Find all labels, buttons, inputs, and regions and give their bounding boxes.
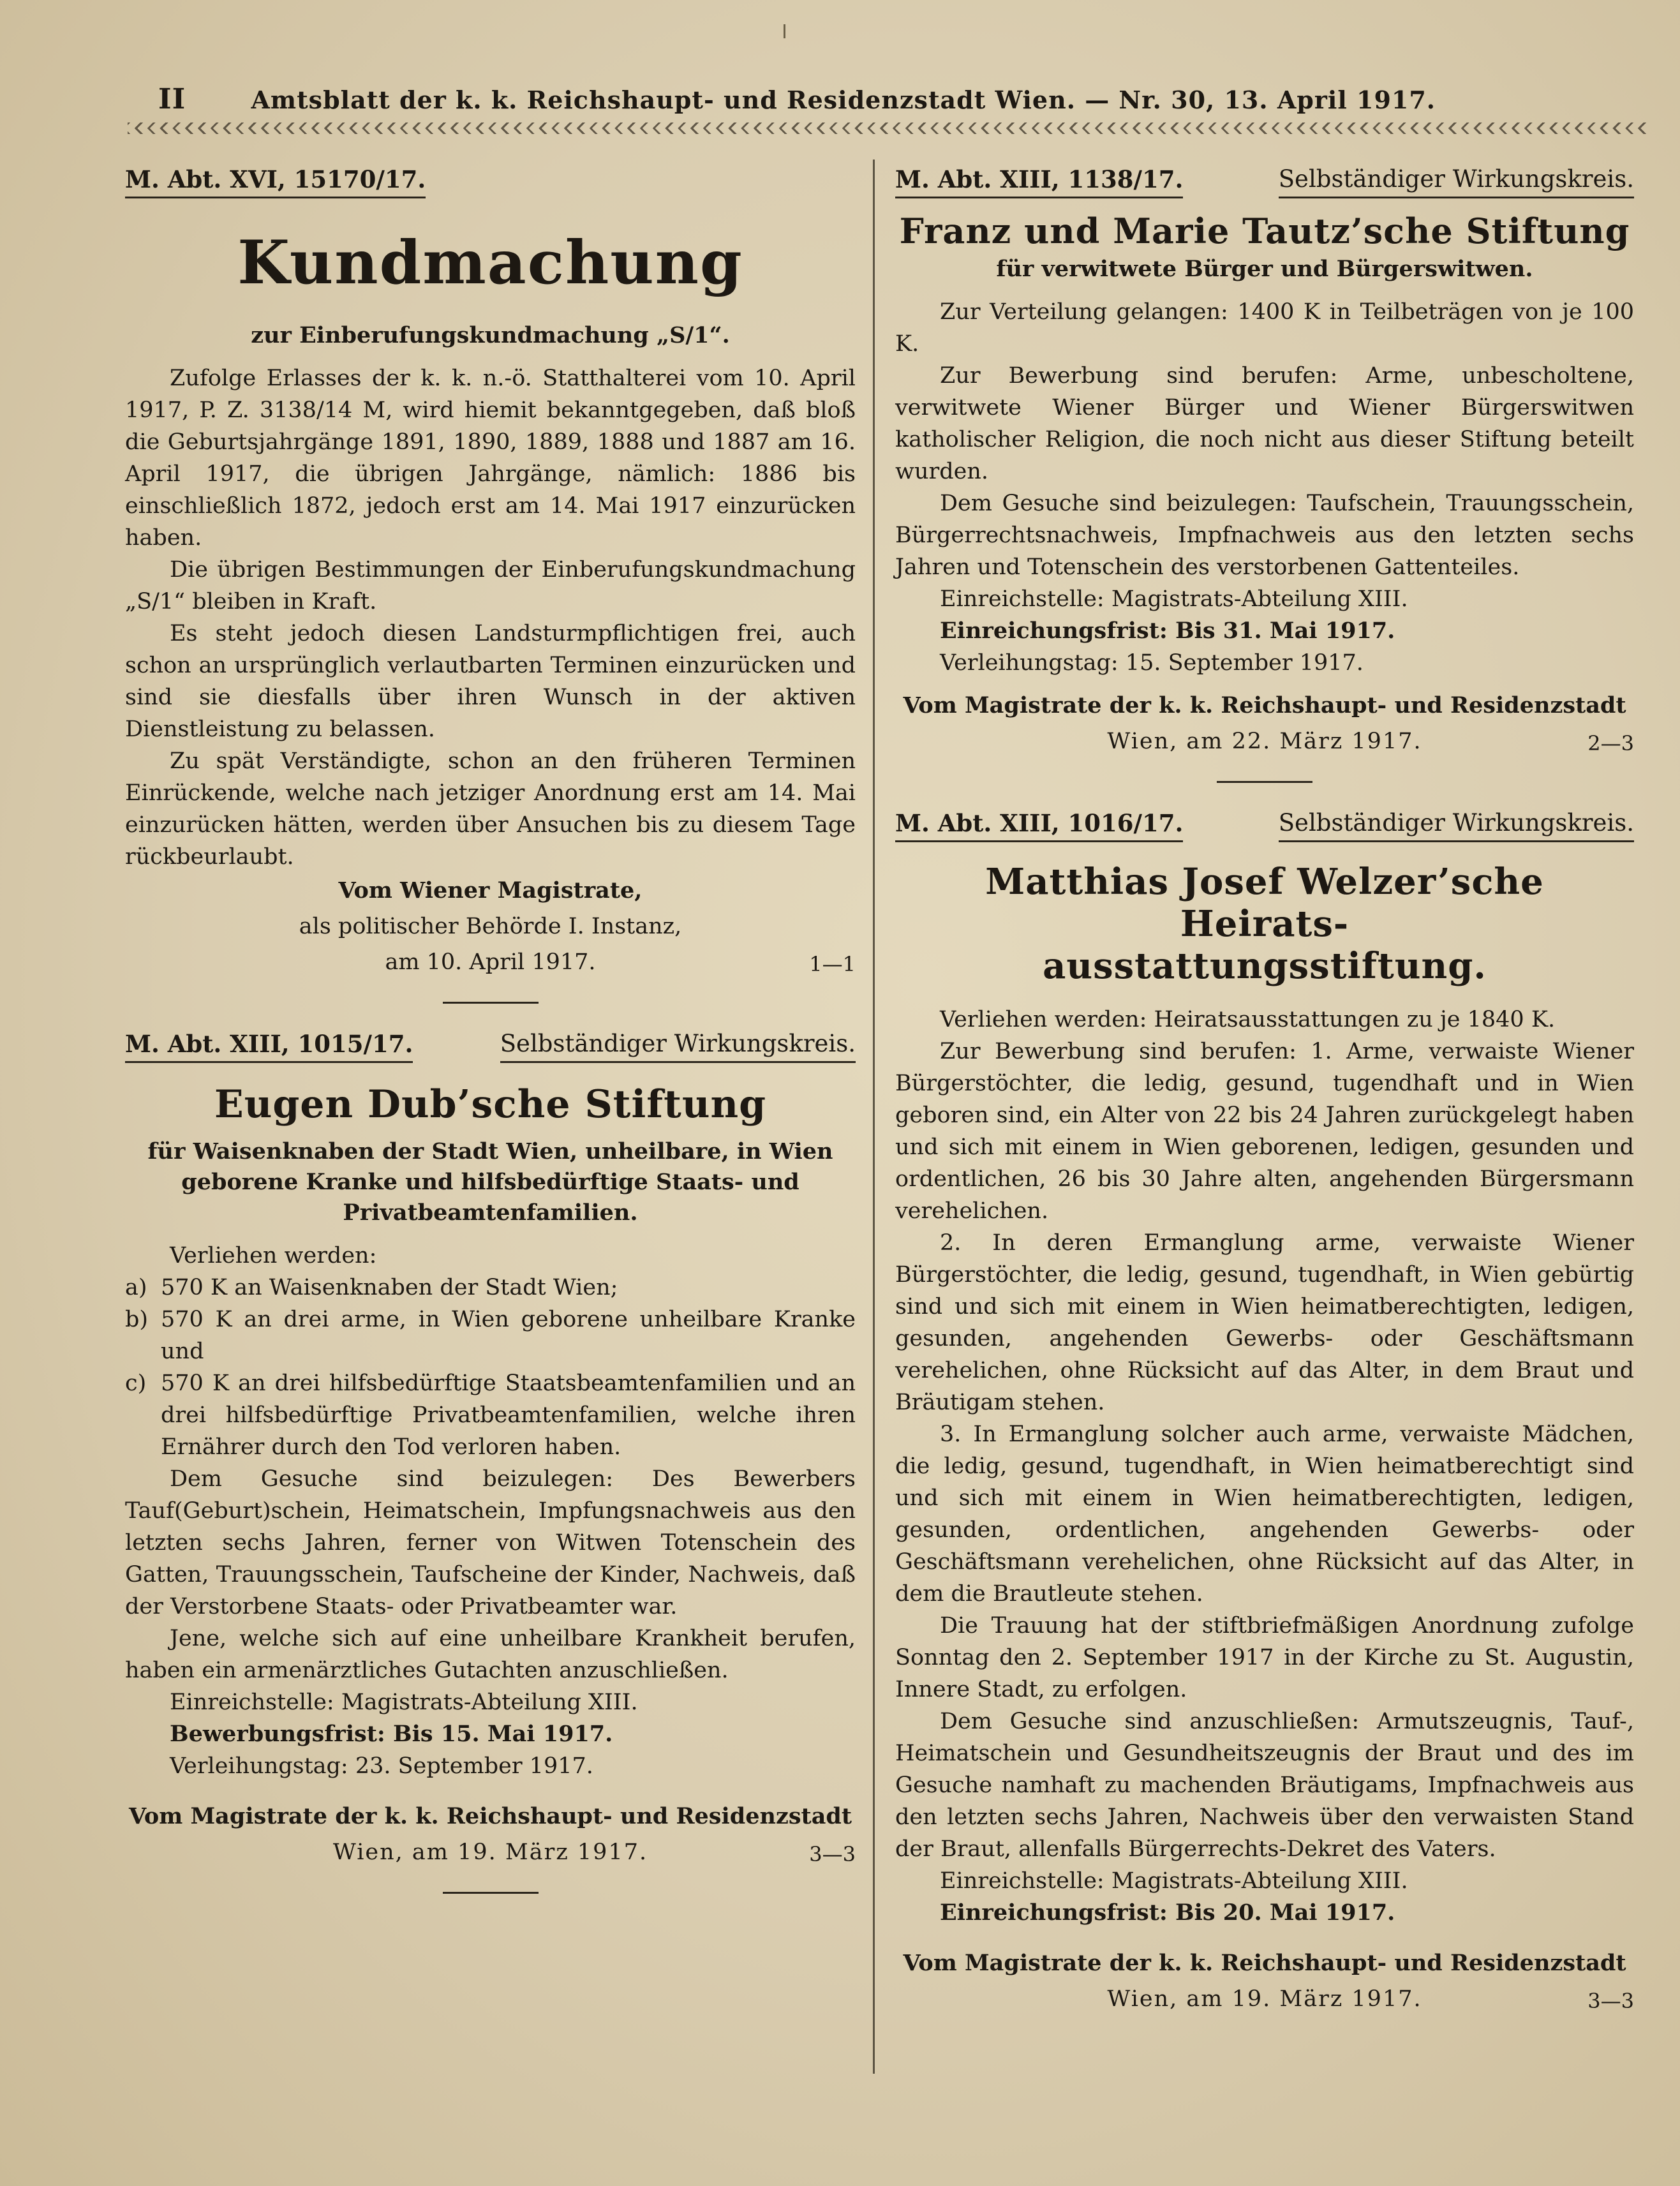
submission-office: Einreichstelle: Magistrats-Abteilung XIII.	[940, 1868, 1408, 1894]
column-divider	[873, 160, 875, 2074]
list-text: 570 K an drei hilfsbedürftige Staatsbeamtenfamilien und an drei hilfsbedürftige Privatbeamtenfamilien, welche ihren Ernährer durch den Tod verloren haben.	[161, 1371, 856, 1460]
signature-line: Vom Magistrate der k. k. Reichshaupt- und Residenzstadt	[128, 1803, 852, 1829]
notice-subtitle: für Waisenknaben der Stadt Wien, unheilbare, in Wien geborene Kranke und hilfsbedürftige Staats- und Privatbeamtenfamilien.	[147, 1138, 833, 1226]
registration-tick	[784, 24, 785, 38]
signature-date-row	[125, 1834, 856, 1870]
signature-date-row	[895, 724, 1634, 759]
signature-date-row	[125, 944, 856, 980]
notice-kreis: Selbständiger Wirkungskreis.	[500, 1028, 856, 1063]
notice-reference: M. Abt. XVI, 15170/17.	[125, 163, 426, 198]
notice-kreis: Selbständiger Wirkungskreis.	[1279, 807, 1634, 842]
paragraph: Verliehen werden:	[170, 1243, 377, 1268]
deadline: Einreichungsfrist: Bis 31. Mai 1917.	[940, 618, 1395, 644]
paragraph: Dem Gesuche sind anzuschließen: Armutszeugnis, Tauf-, Heimatschein und Gesundheitszeugnis der Braut und des im Gesuche namhaft zu machenden Bräutigams, Impfnachweis aus den letzten sechs Jahren, Nachweis über den verwaisten Stand der Braut, allenfalls Bürgerrechts-Dekret des Vaters.	[895, 1709, 1634, 1862]
list-label: c)	[125, 1371, 147, 1396]
list-item	[125, 1304, 856, 1367]
paragraph: Es steht jedoch diesen Landsturmpflichtigen frei, auch schon an ursprünglich verlautbarten Terminen einzurücken und sind sie diesfalls über ihren Wunsch in der aktiven Dienstleistung zu belassen.	[125, 621, 856, 742]
notice-title: Eugen Dub’sche Stiftung	[214, 1082, 767, 1127]
separator-rule	[1217, 781, 1312, 783]
list-item	[125, 1272, 856, 1304]
list-label: a)	[125, 1275, 147, 1300]
notice-ref-row	[125, 161, 856, 200]
signature-date: Wien, am 22. März 1917.	[1107, 729, 1422, 754]
signature-line: Vom Magistrate der k. k. Reichshaupt- und Residenzstadt	[903, 1950, 1626, 1976]
notice-reference: M. Abt. XIII, 1015/17.	[125, 1028, 413, 1063]
notice-reference: M. Abt. XIII, 1138/17.	[895, 163, 1183, 198]
signature-date: Wien, am 19. März 1917.	[332, 1840, 648, 1865]
paragraph: 2. In deren Ermanglung arme, verwaiste Wiener Bürgerstöchter, die ledig, gesund, tugendhaft, in Wien gebürtig sind und sich mit einem in Wien heimatberechtigten, ledigen, gesunden, angehenden Gewerbs- oder Geschäftsmann verehelichen, ohne Rücksicht auf das Alter, in dem Braut und Bräutigam stehen.	[895, 1230, 1634, 1415]
page-number: II	[158, 83, 186, 115]
paragraph: Die übrigen Bestimmungen der Einberufungskundmachung „S/1“ bleiben in Kraft.	[125, 557, 856, 614]
paragraph: Dem Gesuche sind beizulegen: Des Bewerbers Tauf(Geburt)schein, Heimatschein, Impfungsnachweis aus den letzten sechs Jahren, ferner von Witwen Totenschein des Gatten, Trauungsschein, Taufscheine der Kinder, Nachweis, daß der Verstorbene Staats- oder Privatbeamter war.	[125, 1466, 856, 1619]
list-label: b)	[125, 1307, 149, 1332]
award-day: Verleihungstag: 15. September 1917.	[940, 650, 1364, 676]
signature-line: Vom Wiener Magistrate,	[338, 877, 643, 903]
notice-kreis: Selbständiger Wirkungskreis.	[1279, 163, 1634, 198]
paragraph: Zur Bewerbung sind berufen: 1. Arme, verwaiste Wiener Bürgerstöchter, die ledig, gesund, tugendhaft und in Wien geboren sind, ein Alter von 22 bis 24 Jahren zurückgelegt haben und sich mit einem in Wien geborenen, ledigen, gesunden und ordentlichen, 26 bis 30 Jahre alten, angehenden Bürgersmann verehelichen.	[895, 1039, 1634, 1224]
deadline: Einreichungsfrist: Bis 20. Mai 1917.	[940, 1900, 1395, 1926]
list-text: 570 K an Waisenknaben der Stadt Wien;	[161, 1275, 618, 1300]
notice-subtitle: zur Einberufungskundmachung „S/1“.	[251, 322, 730, 348]
list-item	[125, 1367, 856, 1463]
signature-date: Wien, am 19. März 1917.	[1107, 1986, 1422, 2012]
paragraph: Jene, welche sich auf eine unheilbare Krankheit berufen, haben ein armenärztliches Gutachten anzuschließen.	[125, 1626, 856, 1683]
notice-ref-row	[125, 1025, 856, 1065]
submission-office: Einreichstelle: Magistrats-Abteilung XIII.	[170, 1690, 638, 1715]
notice-subtitle: für verwitwete Bürger und Bürgerswitwen.	[996, 256, 1533, 282]
award-day: Verleihungstag: 23. September 1917.	[170, 1753, 593, 1779]
notice-welzer-stiftung	[895, 805, 1634, 2017]
submission-office: Einreichstelle: Magistrats-Abteilung XIII.	[940, 586, 1408, 612]
notice-tautz-stiftung	[895, 161, 1634, 759]
notice-title: Kundmachung	[237, 228, 743, 298]
header-wavy-rule	[128, 123, 1646, 134]
signature-line: Vom Magistrate der k. k. Reichshaupt- und Residenzstadt	[903, 692, 1626, 718]
paragraph: Zu spät Verständigte, schon an den früheren Terminen Einrückende, welche nach jetziger Anordnung erst am 14. Mai einzurücken hätten, werden über Ansuchen bis zu diesem Tage rückbeurlaubt.	[125, 748, 856, 870]
notice-kundmachung	[125, 161, 856, 980]
notice-title: Franz und Marie Tautz’sche Stiftung	[899, 211, 1630, 251]
deadline: Bewerbungsfrist: Bis 15. Mai 1917.	[170, 1721, 613, 1747]
left-column	[125, 161, 856, 1915]
insertion-number: 2—3	[1587, 731, 1634, 755]
notice-dub-stiftung	[125, 1025, 856, 1870]
insertion-number: 3—3	[1587, 1989, 1634, 2013]
paragraph: Dem Gesuche sind beizulegen: Taufschein, Trauungsschein, Bürgerrechtsnachweis, Impfnachweis aus den letzten sechs Jahren und Totenschein des verstorbenen Gattenteiles.	[895, 491, 1634, 580]
insertion-number: 3—3	[809, 1842, 856, 1866]
paragraph: Zufolge Erlasses der k. k. n.-ö. Statthalterei vom 10. April 1917, P. Z. 3138/14 M, wird hiemit bekanntgegeben, daß bloß die Geburtsjahrgänge 1891, 1890, 1889, 1888 und 1887 am 16. April 1917, die übrigen Jahrgänge, nämlich: 1886 bis einschließlich 1872, jedoch erst am 14. Mai 1917 einzurücken haben.	[125, 366, 856, 551]
signature-date: am 10. April 1917.	[385, 949, 596, 975]
paragraph: Zur Verteilung gelangen: 1400 K in Teilbeträgen von je 100 K.	[895, 299, 1634, 357]
separator-rule	[443, 1892, 539, 1894]
running-title: Amtsblatt der k. k. Reichshaupt- und Residenzstadt Wien. — Nr. 30, 13. April 1917.	[251, 86, 1436, 114]
signature-date-row	[895, 1981, 1634, 2017]
notice-reference: M. Abt. XIII, 1016/17.	[895, 807, 1183, 842]
signature-line: als politischer Behörde I. Instanz,	[299, 914, 682, 939]
paragraph: Verliehen werden: Heiratsausstattungen zu je 1840 K.	[940, 1007, 1556, 1032]
notice-title-continued: ausstattungsstiftung.	[1043, 945, 1487, 987]
paragraph: Zur Bewerbung sind berufen: Arme, unbescholtene, verwitwete Wiener Bürger und Wiener Bürgerswitwen katholischer Religion, die noch nicht aus dieser Stiftung beteilt wurden.	[895, 363, 1634, 484]
paragraph: Die Trauung hat der stiftbriefmäßigen Anordnung zufolge Sonntag den 2. September 1917 in der Kirche zu St. Augustin, Innere Stadt, zu erfolgen.	[895, 1613, 1634, 1702]
paragraph: 3. In Ermanglung solcher auch arme, verwaiste Mädchen, die ledig, gesund, tugendhaft, in Wien heimatberechtigt sind und sich mit einem in Wien heimatberechtigten, ledigen, gesunden, ordentlichen, angehenden Gewerbs- oder Geschäftsmann verehelichen, ohne Rücksicht auf das Alter, in dem die Brautleute stehen.	[895, 1422, 1634, 1607]
notice-title: Matthias Josef Welzer’sche Heirats-	[985, 861, 1544, 945]
notice-ref-row	[895, 161, 1634, 200]
insertion-number: 1—1	[809, 952, 856, 976]
separator-rule	[443, 1002, 539, 1004]
notice-ref-row	[895, 805, 1634, 844]
right-column	[895, 161, 1634, 2017]
list-text: 570 K an drei arme, in Wien geborene unheilbare Kranke und	[161, 1307, 856, 1364]
